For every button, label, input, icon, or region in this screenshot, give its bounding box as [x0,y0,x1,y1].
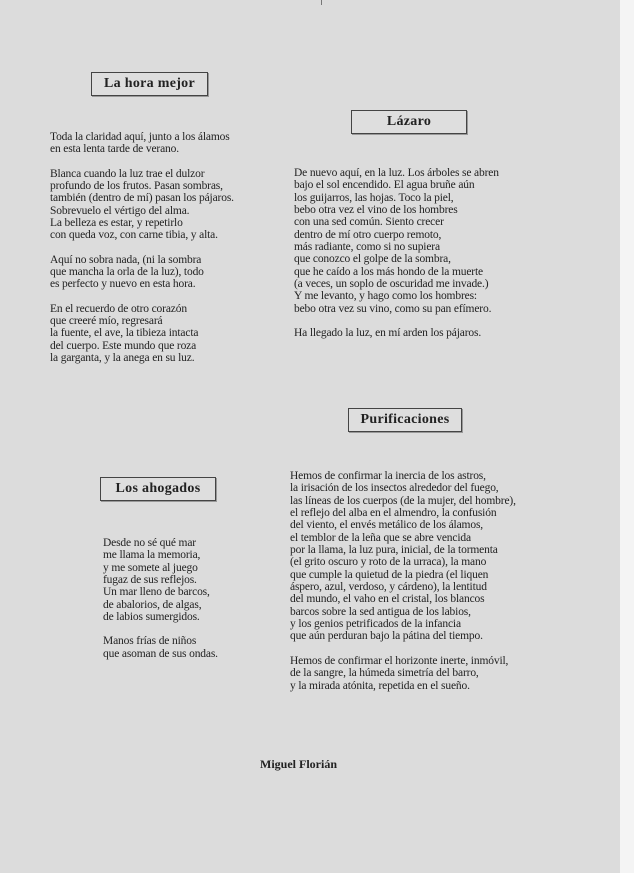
poem-body-la-hora-mejor [50,131,234,365]
poem-title-los-ahogados: Los ahogados [100,477,216,501]
stanza [103,635,218,660]
poem-line: Un mar lleno de barcos, [103,586,210,599]
poem-line: y me somete al juego [103,561,198,574]
poem-line: profundo de los frutos. Pasan sombras, [50,180,223,193]
poem-line: Hemos de confirmar el horizonte inerte, inmóvil, [290,654,509,667]
poem-body-lazaro [294,167,499,339]
poem-line: de labios sumergidos. [103,611,200,624]
poem-line: que asoman de sus ondas. [103,647,218,660]
poem-title-la-hora-mejor: La hora mejor [91,72,208,96]
poem-line: es perfecto y nuevo en esta hora. [50,278,196,291]
stanza [50,131,234,156]
poem-line: por la llama, la luz pura, inicial, de la tormenta [290,544,498,557]
poem-line: más radiante, como si no supiera [294,241,440,254]
poem-line: el temblor de la leña que se abre vencida [290,531,471,544]
poem-line: Hemos de confirmar la inercia de los astros, [290,470,486,482]
poem-line: en esta lenta tarde de verano. [50,143,179,156]
stanza [290,470,516,643]
poem-line: que creeré mío, regresará [50,315,163,328]
stanza [294,327,499,339]
poem-line: del cuerpo. Este mundo que roza [50,339,197,352]
poem-line: Sobrevuelo el vértigo del alma. [50,204,190,217]
poem-line: Ha llegado la luz, en mí arden los pájaros. [294,327,482,340]
stanza [50,168,234,242]
poem-line: que aún perduran bajo la pátina del tiempo. [290,630,483,643]
poem-line: Blanca cuando la luz trae el dulzor [50,167,205,180]
poem-line: el reflejo del alba en el almendro, la confusión [290,507,497,520]
scan-mark [321,0,322,5]
poem-line: Desde no sé qué mar [103,537,196,549]
poem-line: la fuente, el ave, la tibieza intacta [50,327,199,340]
poem-body-los-ahogados [103,537,218,660]
poem-line: y la mirada atónita, repetida en el sueño. [290,679,470,692]
poem-line: bebo otra vez el vino de los hombres [294,204,458,217]
poem-line: barcos sobre la sed antigua de los labios, [290,605,471,618]
poem-line: de abalorios, de algas, [103,598,202,611]
poem-line: las líneas de los cuerpos (de la mujer, del hombre), [290,494,516,507]
poem-line: que conozco el golpe de la sombra, [294,253,451,266]
author-signature: Miguel Florián [260,757,337,771]
poem-line: del viento, el envés metálico de los álamos, [290,519,483,532]
poem-title-purificaciones: Purificaciones [348,408,462,432]
stanza [290,655,516,692]
poem-line: me llama la memoria, [103,549,201,562]
poem-line: dentro de mí otro cuerpo remoto, [294,228,442,241]
poem-line: que cumple la quietud de la piedra (el liquen [290,568,489,581]
poem-line: De nuevo aquí, en la luz. Los árboles se abren [294,167,499,179]
scan-edge [620,0,634,873]
poem-line: Aquí no sobra nada, (ni la sombra [50,253,202,266]
poem-line: Y me levanto, y hago como los hombres: [294,290,477,303]
poem-line: que mancha la orla de la luz), todo [50,266,204,279]
stanza [50,303,234,365]
poem-body-purificaciones [290,470,516,692]
poem-line: áspero, azul, verdoso, y cárdeno), la lentitud [290,581,487,594]
stanza [294,167,499,315]
poem-line: (el grito oscuro y roto de la urraca), la mano [290,556,487,569]
poem-line: la garganta, y la anega en su luz. [50,352,195,365]
poem-line: En el recuerdo de otro corazón [50,302,187,315]
poem-line: la irisación de los insectos alrededor del fuego, [290,482,499,495]
poem-line: de la sangre, la húmeda simetría del barro, [290,667,479,680]
poem-line: con queda voz, con carne tibia, y alta. [50,229,218,242]
poem-line: que he caído a los más hondo de la muerte [294,265,483,278]
poem-line: los guijarros, las hojas. Toco la piel, [294,191,454,204]
stanza [103,537,218,623]
poem-line: fugaz de sus reflejos. [103,574,197,587]
poem-line: Toda la claridad aquí, junto a los álamos [50,131,230,143]
poem-line: del mundo, el vaho en el cristal, los blancos [290,593,485,606]
poem-line: con una sed común. Siento crecer [294,216,444,229]
stanza [50,254,234,291]
poem-line: también (dentro de mí) pasan los pájaros. [50,192,234,205]
poem-line: bajo el sol encendido. El agua bruñe aún [294,179,475,192]
poem-line: y los genios petrificados de la infancia [290,618,461,631]
poem-line: La belleza es estar, y repetirlo [50,217,183,230]
poem-line: (a veces, un soplo de oscuridad me invade.) [294,278,489,291]
poem-line: Manos frías de niños [103,635,197,648]
poem-line: bebo otra vez su vino, como su pan efímero. [294,302,492,315]
poem-title-lazaro: Lázaro [351,110,467,134]
